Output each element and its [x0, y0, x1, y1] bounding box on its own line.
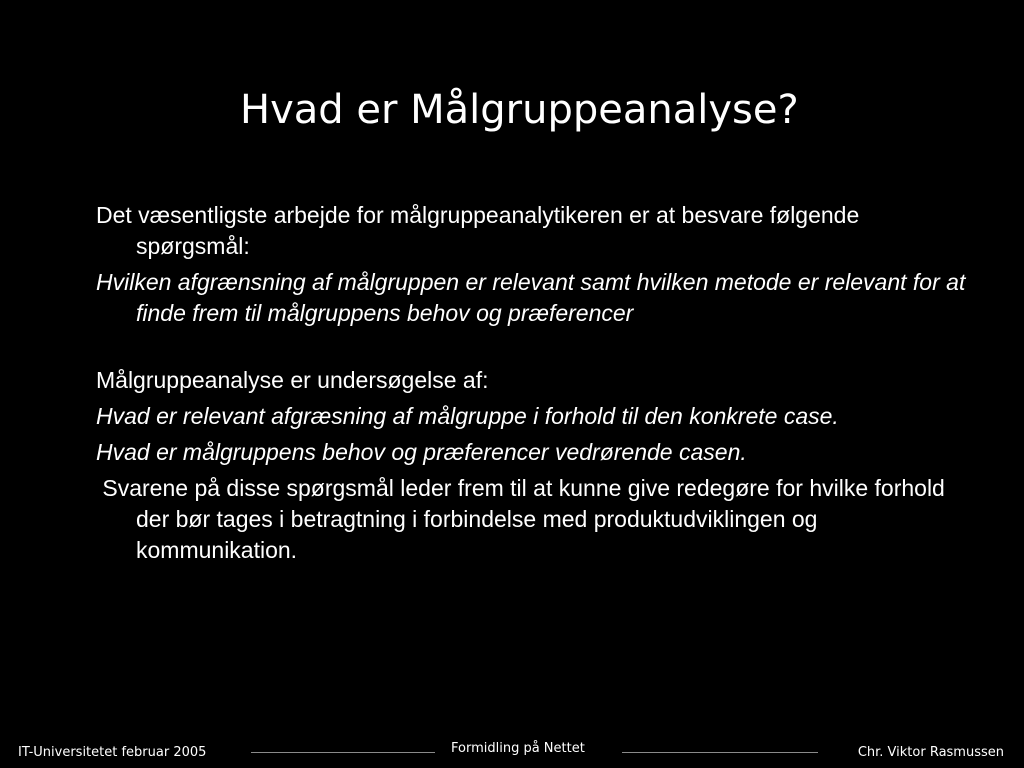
footer-divider-left [251, 752, 435, 753]
slide-title: Hvad er Målgruppeanalyse? [240, 87, 799, 133]
body-paragraph-answers: Svarene på disse spørgsmål leder frem til at kunne give redegøre for hvilke forhold der bør tages i betragtning i forbindelse med produktudviklingen og kommunikation. [96, 475, 952, 563]
slide-footer [0, 741, 1024, 764]
footer-course: Formidling på Nettet [451, 741, 585, 756]
body-paragraph-definition: Målgruppeanalyse er undersøgelse af: [96, 367, 489, 393]
footer-divider-right [622, 752, 818, 753]
slide-body [96, 200, 976, 571]
body-paragraph-needs: Hvad er målgruppens behov og præferencer vedrørende casen. [96, 439, 747, 465]
body-paragraph-intro: Det væsentligste arbejde for målgruppeanalytikeren er at besvare følgende spørgsmål: [96, 202, 860, 259]
footer-institution: IT-Universitetet februar 2005 [18, 745, 207, 760]
body-paragraph-question: Hvilken afgrænsning af målgruppen er relevant samt hvilken metode er relevant for at finde frem til målgruppens behov og præferencer [96, 269, 966, 326]
footer-author: Chr. Viktor Rasmussen [857, 745, 1004, 760]
body-paragraph-delimitation: Hvad er relevant afgræsning af målgruppe i forhold til den konkrete case. [96, 403, 839, 429]
